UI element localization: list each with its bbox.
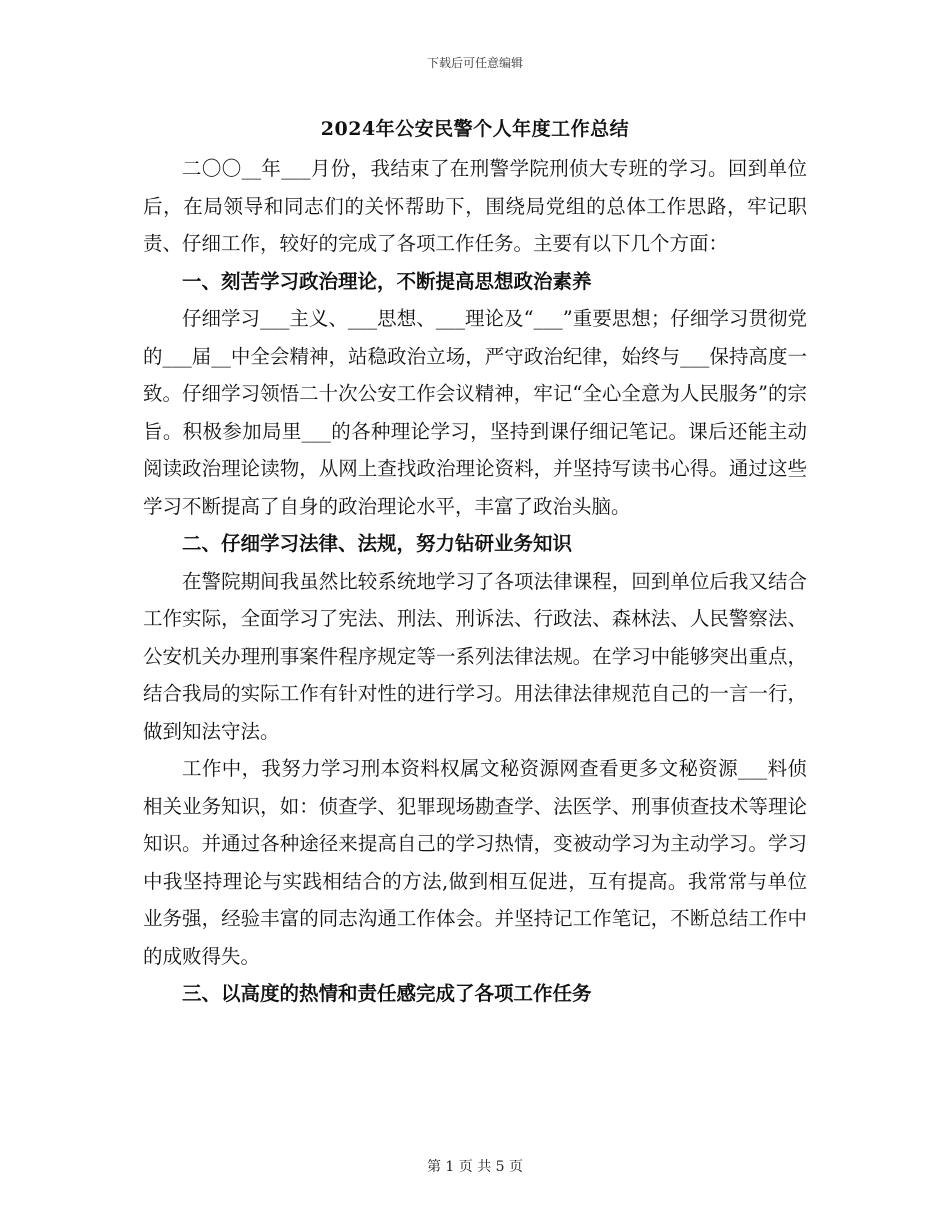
section-3-heading: 三、以高度的热情和责任感完成了各项工作任务 <box>182 982 592 1005</box>
section-1-paragraph: 仔细学习___主义、___思想、___理论及“___”重要思想；仔细学习贯彻党的___届__中全会精神，站稳政治立场，严守政治纪律，始终与___保持高度一致。仔细学习领悟二十次公安工作会议精神，牢记“全心全意为人民服务”的宗旨。积极参加局里___的各种理论学习，坚持到课仔细记笔记。课后还能主动阅读政治理论读物，从网上查找政治理论资料，并坚持写读书心得。通过这些学习不断提高了自身的政治理论水平，丰富了政治头脑。 <box>143 307 807 518</box>
section-2-paragraph-2: 工作中，我努力学习刑本资料权属文秘资源网查看更多文秘资源___料侦相关业务知识，如：侦查学、犯罪现场勘查学、法医学、刑事侦查技术等理论知识。并通过各种途径来提高自己的学习热情，变被动学习为主动学习。学习中我坚持理论与实践相结合的方法,做到相互促进，互有提高。我常常与单位业务强，经验丰富的同志沟通工作体会。并坚持记工作笔记，不断总结工作中的成败得失。 <box>143 757 807 968</box>
section-1-heading: 一、刻苦学习政治理论，不断提高思想政治素养 <box>182 269 592 293</box>
section-2-heading: 二、仔细学习法律、法规，努力钻研业务知识 <box>182 532 573 555</box>
header-note: 下载后可任意编辑 <box>426 56 523 70</box>
page-number-footer: 第 1 页 共 5 页 <box>426 1159 524 1175</box>
section-2-paragraph-1: 在警院期间我虽然比较系统地学习了各项法律课程，回到单位后我又结合工作实际，全面学习了宪法、刑法、刑诉法、行政法、森林法、人民警察法、公安机关办理刑事案件程序规定等一系列法律法规。在学习中能够突出重点，结合我局的实际工作有针对性的进行学习。用法律法律规范自己的一言一行，做到知法守法。 <box>143 569 807 743</box>
document-title: 2024年公安民警个人年度工作总结 <box>320 118 630 140</box>
document-body <box>143 150 807 1013</box>
intro-paragraph: 二〇〇__年___月份，我结束了在刑警学院刑侦大专班的学习。回到单位后，在局领导和同志们的关怀帮助下，围绕局党组的总体工作思路，牢记职责、仔细工作，较好的完成了各项工作任务。主要有以下几个方面： <box>143 157 807 255</box>
